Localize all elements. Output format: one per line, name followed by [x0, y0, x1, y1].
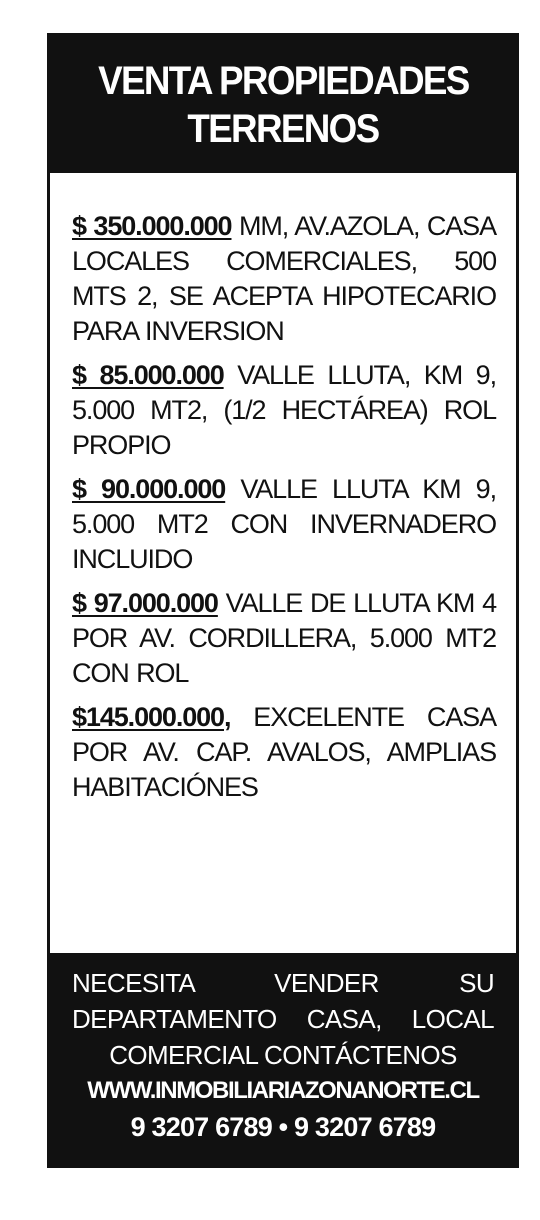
listing-item — [72, 700, 496, 805]
footer-line-1: NECESITA VENDER SU — [72, 968, 494, 998]
listing-price: $ 350.000.000 — [72, 211, 232, 241]
listing-description: EXCELENTE CASA POR AV. CAP. AVALOS, AMPLIAS HABITACIÓNES — [72, 702, 496, 802]
listings — [72, 209, 496, 814]
footer-line-3: COMERCIAL CONTÁCTENOS — [109, 1040, 457, 1070]
phone-numbers: 9 3207 6789 • 9 3207 6789 — [130, 1112, 436, 1142]
listing-description: VALLE LLUTA KM 9, 5.000 MT2 CON INVERNADERO INCLUIDO — [72, 474, 496, 574]
listing-description: MM, AV.AZOLA, CASA LOCALES COMERCIALES, 500 MTS 2, SE ACEPTA HIPOTECARIO PARA INVERSION — [72, 211, 496, 346]
listing-price: $145.000.000, — [72, 702, 231, 732]
listing-description: VALLE LLUTA, KM 9, 5.000 MT2, (1/2 HECTÁREA) ROL PROPIO — [72, 360, 496, 460]
listing-item — [72, 209, 496, 349]
ad-footer — [50, 953, 516, 1165]
listing-description: VALLE DE LLUTA KM 4 POR AV. CORDILLERA, 5.000 MT2 CON ROL — [72, 588, 497, 688]
listing-item — [72, 358, 496, 463]
listing-price: $ 85.000.000 — [72, 360, 224, 390]
ad-title-line-1: VENTA PROPIEDADES — [97, 58, 469, 103]
footer-line-2: DEPARTAMENTO CASA, LOCAL — [72, 1004, 494, 1034]
ad-header — [50, 36, 516, 173]
listing-item — [72, 586, 496, 691]
listing-price: $ 90.000.000 — [72, 474, 226, 504]
real-estate-ad — [47, 33, 519, 1168]
website-link[interactable]: WWW.INMOBILIARIAZONANORTE.CL — [87, 1077, 479, 1104]
listing-item — [72, 472, 496, 577]
listing-price: $ 97.000.000 — [72, 588, 218, 618]
ad-title-line-2: TERRENOS — [187, 106, 379, 151]
